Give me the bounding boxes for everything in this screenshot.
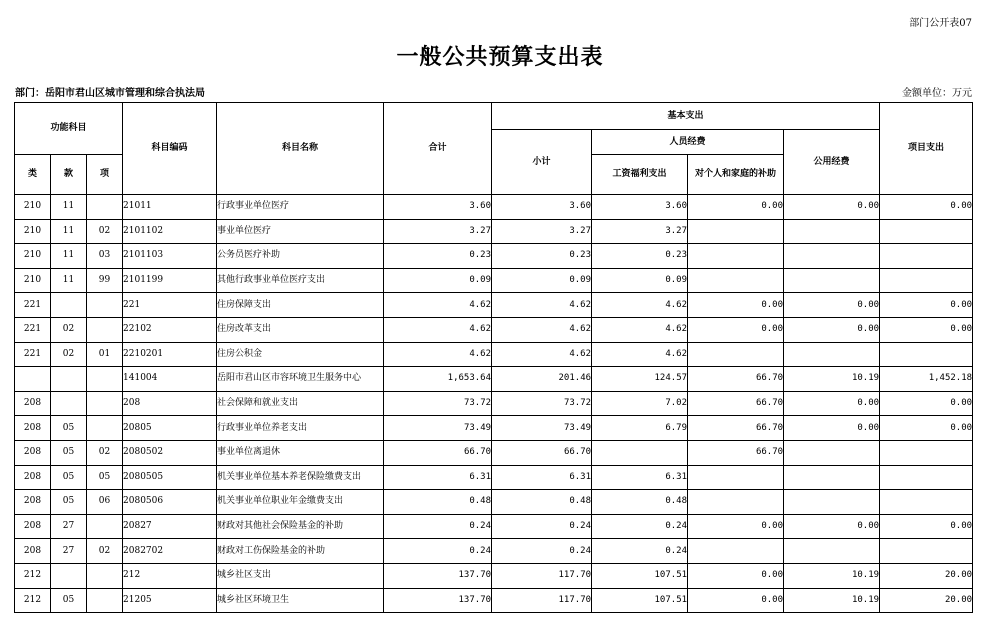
- header-subsidies: 对个人和家庭的补助: [688, 155, 784, 195]
- cell-subject-code: 2101199: [123, 268, 217, 293]
- cell-total: 0.48: [384, 490, 492, 515]
- cell-subtotal: 117.70: [492, 563, 592, 588]
- cell-section: 11: [51, 244, 87, 269]
- cell-item: 02: [87, 539, 123, 564]
- cell-item: 02: [87, 440, 123, 465]
- cell-public-expense: 10.19: [784, 563, 880, 588]
- cell-wages-welfare: 4.62: [592, 342, 688, 367]
- cell-subsidies: 66.70: [688, 440, 784, 465]
- cell-project-expenditure: [880, 219, 973, 244]
- cell-project-expenditure: [880, 268, 973, 293]
- cell-section: 11: [51, 195, 87, 220]
- table-row: [15, 465, 973, 490]
- cell-class: [15, 367, 51, 392]
- cell-class: 212: [15, 588, 51, 613]
- table-row: [15, 219, 973, 244]
- cell-subject-code: 2080502: [123, 440, 217, 465]
- cell-subject-code: 21205: [123, 588, 217, 613]
- header-section: 款: [51, 155, 87, 195]
- header-subject-name: 科目名称: [217, 103, 384, 195]
- cell-total: 6.31: [384, 465, 492, 490]
- cell-subsidies: 0.00: [688, 293, 784, 318]
- cell-item: 99: [87, 268, 123, 293]
- cell-section: 02: [51, 317, 87, 342]
- cell-total: 4.62: [384, 342, 492, 367]
- cell-total: 3.27: [384, 219, 492, 244]
- cell-subsidies: [688, 219, 784, 244]
- cell-total: 1,653.64: [384, 367, 492, 392]
- cell-total: 0.09: [384, 268, 492, 293]
- cell-subtotal: 0.23: [492, 244, 592, 269]
- cell-project-expenditure: 0.00: [880, 514, 973, 539]
- cell-subject-name: 机关事业单位职业年金缴费支出: [217, 490, 384, 515]
- cell-subsidies: 0.00: [688, 563, 784, 588]
- cell-subject-code: 20805: [123, 416, 217, 441]
- cell-section: 02: [51, 342, 87, 367]
- cell-subject-code: 221: [123, 293, 217, 318]
- cell-total: 137.70: [384, 563, 492, 588]
- header-personnel-expense: 人员经费: [592, 130, 784, 155]
- cell-public-expense: [784, 342, 880, 367]
- table-row: [15, 440, 973, 465]
- cell-subject-code: 22102: [123, 317, 217, 342]
- cell-class: 210: [15, 195, 51, 220]
- cell-subject-name: 事业单位离退休: [217, 440, 384, 465]
- cell-wages-welfare: 6.79: [592, 416, 688, 441]
- cell-subtotal: 73.72: [492, 391, 592, 416]
- cell-subject-name: 住房改革支出: [217, 317, 384, 342]
- page-title: 一般公共预算支出表: [396, 44, 604, 70]
- cell-project-expenditure: 0.00: [880, 416, 973, 441]
- cell-subject-code: 212: [123, 563, 217, 588]
- cell-class: 210: [15, 219, 51, 244]
- cell-subsidies: [688, 465, 784, 490]
- cell-public-expense: 10.19: [784, 367, 880, 392]
- cell-subsidies: 66.70: [688, 416, 784, 441]
- cell-subject-name: 岳阳市君山区市容环境卫生服务中心: [217, 367, 384, 392]
- cell-item: [87, 391, 123, 416]
- cell-total: 137.70: [384, 588, 492, 613]
- cell-wages-welfare: 3.60: [592, 195, 688, 220]
- table-row: [15, 268, 973, 293]
- cell-section: 05: [51, 588, 87, 613]
- cell-subsidies: 0.00: [688, 317, 784, 342]
- cell-subtotal: 117.70: [492, 588, 592, 613]
- cell-section: 11: [51, 219, 87, 244]
- cell-subsidies: [688, 244, 784, 269]
- cell-item: [87, 588, 123, 613]
- cell-subtotal: 0.48: [492, 490, 592, 515]
- header-project-expenditure: 项目支出: [880, 103, 973, 195]
- header-subject-code: 科目编码: [123, 103, 217, 195]
- cell-item: 02: [87, 219, 123, 244]
- department-label: 部门：岳阳市君山区城市管理和综合执法局: [15, 88, 205, 99]
- cell-subtotal: 0.24: [492, 514, 592, 539]
- table-body: [15, 195, 973, 613]
- cell-public-expense: [784, 490, 880, 515]
- cell-class: 221: [15, 293, 51, 318]
- cell-subsidies: [688, 539, 784, 564]
- cell-wages-welfare: 0.24: [592, 514, 688, 539]
- header-subtotal: 小计: [492, 130, 592, 195]
- cell-public-expense: 0.00: [784, 195, 880, 220]
- cell-public-expense: 0.00: [784, 514, 880, 539]
- cell-project-expenditure: [880, 440, 973, 465]
- cell-public-expense: [784, 219, 880, 244]
- cell-wages-welfare: 7.02: [592, 391, 688, 416]
- cell-project-expenditure: 1,452.18: [880, 367, 973, 392]
- table-row: [15, 244, 973, 269]
- cell-section: 11: [51, 268, 87, 293]
- cell-wages-welfare: 0.24: [592, 539, 688, 564]
- cell-subsidies: 0.00: [688, 195, 784, 220]
- cell-project-expenditure: 20.00: [880, 588, 973, 613]
- table-row: [15, 317, 973, 342]
- cell-subject-name: 行政事业单位医疗: [217, 195, 384, 220]
- cell-class: 208: [15, 440, 51, 465]
- cell-subject-code: 20827: [123, 514, 217, 539]
- cell-section: 27: [51, 539, 87, 564]
- cell-subject-name: 财政对其他社会保险基金的补助: [217, 514, 384, 539]
- cell-class: 208: [15, 539, 51, 564]
- cell-section: 05: [51, 416, 87, 441]
- header-total: 合计: [384, 103, 492, 195]
- cell-total: 4.62: [384, 293, 492, 318]
- cell-project-expenditure: [880, 539, 973, 564]
- table-row: [15, 195, 973, 220]
- cell-subtotal: 73.49: [492, 416, 592, 441]
- cell-total: 4.62: [384, 317, 492, 342]
- cell-section: 05: [51, 490, 87, 515]
- cell-subject-code: 2101103: [123, 244, 217, 269]
- cell-item: 06: [87, 490, 123, 515]
- cell-subsidies: [688, 342, 784, 367]
- cell-project-expenditure: [880, 244, 973, 269]
- cell-section: [51, 293, 87, 318]
- cell-class: 208: [15, 490, 51, 515]
- cell-class: 221: [15, 342, 51, 367]
- table-row: [15, 293, 973, 318]
- cell-subtotal: 4.62: [492, 317, 592, 342]
- table-row: [15, 342, 973, 367]
- header-class: 类: [15, 155, 51, 195]
- cell-project-expenditure: 0.00: [880, 195, 973, 220]
- cell-subtotal: 0.24: [492, 539, 592, 564]
- cell-public-expense: 10.19: [784, 588, 880, 613]
- cell-total: 0.24: [384, 539, 492, 564]
- cell-wages-welfare: 3.27: [592, 219, 688, 244]
- cell-class: 208: [15, 391, 51, 416]
- cell-total: 3.60: [384, 195, 492, 220]
- cell-total: 73.49: [384, 416, 492, 441]
- cell-item: [87, 563, 123, 588]
- cell-section: [51, 367, 87, 392]
- cell-subsidies: [688, 268, 784, 293]
- cell-section: 27: [51, 514, 87, 539]
- cell-wages-welfare: 0.23: [592, 244, 688, 269]
- cell-total: 66.70: [384, 440, 492, 465]
- cell-section: [51, 563, 87, 588]
- cell-class: 212: [15, 563, 51, 588]
- cell-subject-name: 社会保障和就业支出: [217, 391, 384, 416]
- cell-wages-welfare: 4.62: [592, 293, 688, 318]
- cell-project-expenditure: [880, 490, 973, 515]
- cell-item: [87, 416, 123, 441]
- cell-public-expense: 0.00: [784, 391, 880, 416]
- cell-subject-name: 住房公积金: [217, 342, 384, 367]
- cell-project-expenditure: 0.00: [880, 317, 973, 342]
- header-public-expense: 公用经费: [784, 130, 880, 195]
- cell-wages-welfare: 107.51: [592, 588, 688, 613]
- cell-wages-welfare: 0.48: [592, 490, 688, 515]
- cell-project-expenditure: 0.00: [880, 293, 973, 318]
- cell-subject-code: 2210201: [123, 342, 217, 367]
- cell-total: 0.23: [384, 244, 492, 269]
- form-code: 部门公开表07: [909, 18, 972, 29]
- header-func-subject: 功能科目: [15, 103, 123, 155]
- cell-item: [87, 514, 123, 539]
- cell-subsidies: [688, 490, 784, 515]
- cell-subject-name: 城乡社区环境卫生: [217, 588, 384, 613]
- cell-class: 208: [15, 465, 51, 490]
- header-wages-welfare: 工资福利支出: [592, 155, 688, 195]
- table-row: [15, 416, 973, 441]
- cell-subject-code: 2101102: [123, 219, 217, 244]
- cell-project-expenditure: 20.00: [880, 563, 973, 588]
- cell-subject-name: 财政对工伤保险基金的补助: [217, 539, 384, 564]
- cell-public-expense: 0.00: [784, 293, 880, 318]
- cell-subject-code: 141004: [123, 367, 217, 392]
- cell-subject-name: 其他行政事业单位医疗支出: [217, 268, 384, 293]
- cell-public-expense: [784, 268, 880, 293]
- table-row: [15, 514, 973, 539]
- cell-class: 210: [15, 244, 51, 269]
- cell-item: [87, 367, 123, 392]
- cell-item: 05: [87, 465, 123, 490]
- cell-project-expenditure: 0.00: [880, 391, 973, 416]
- cell-subtotal: 4.62: [492, 342, 592, 367]
- cell-class: 208: [15, 416, 51, 441]
- cell-class: 208: [15, 514, 51, 539]
- cell-subject-code: 2080506: [123, 490, 217, 515]
- cell-public-expense: [784, 244, 880, 269]
- cell-subject-code: 21011: [123, 195, 217, 220]
- amount-unit-label: 金额单位：万元: [902, 88, 972, 99]
- cell-wages-welfare: 6.31: [592, 465, 688, 490]
- cell-section: [51, 391, 87, 416]
- table-row: [15, 563, 973, 588]
- cell-project-expenditure: [880, 342, 973, 367]
- cell-subsidies: 0.00: [688, 588, 784, 613]
- table-row: [15, 391, 973, 416]
- cell-subject-name: 住房保障支出: [217, 293, 384, 318]
- cell-total: 73.72: [384, 391, 492, 416]
- table-row: [15, 539, 973, 564]
- cell-subtotal: 0.09: [492, 268, 592, 293]
- cell-subsidies: 66.70: [688, 391, 784, 416]
- header-basic-expenditure: 基本支出: [492, 103, 880, 130]
- cell-subtotal: 3.60: [492, 195, 592, 220]
- cell-subtotal: 6.31: [492, 465, 592, 490]
- cell-item: [87, 195, 123, 220]
- table-row: [15, 490, 973, 515]
- cell-wages-welfare: [592, 440, 688, 465]
- cell-subject-name: 公务员医疗补助: [217, 244, 384, 269]
- cell-public-expense: [784, 465, 880, 490]
- cell-subject-code: 2080505: [123, 465, 217, 490]
- cell-total: 0.24: [384, 514, 492, 539]
- cell-subject-name: 行政事业单位养老支出: [217, 416, 384, 441]
- table-row: [15, 367, 973, 392]
- cell-subtotal: 4.62: [492, 293, 592, 318]
- cell-wages-welfare: 0.09: [592, 268, 688, 293]
- cell-subject-name: 事业单位医疗: [217, 219, 384, 244]
- cell-item: 03: [87, 244, 123, 269]
- cell-subject-code: 208: [123, 391, 217, 416]
- cell-item: 01: [87, 342, 123, 367]
- cell-public-expense: 0.00: [784, 317, 880, 342]
- cell-project-expenditure: [880, 465, 973, 490]
- cell-subsidies: 66.70: [688, 367, 784, 392]
- cell-subject-name: 机关事业单位基本养老保险缴费支出: [217, 465, 384, 490]
- cell-subtotal: 66.70: [492, 440, 592, 465]
- table-row: [15, 588, 973, 613]
- cell-subject-code: 2082702: [123, 539, 217, 564]
- cell-section: 05: [51, 465, 87, 490]
- cell-subsidies: 0.00: [688, 514, 784, 539]
- cell-class: 210: [15, 268, 51, 293]
- cell-public-expense: 0.00: [784, 416, 880, 441]
- cell-subtotal: 3.27: [492, 219, 592, 244]
- cell-item: [87, 317, 123, 342]
- cell-wages-welfare: 107.51: [592, 563, 688, 588]
- budget-expenditure-table: [14, 102, 973, 613]
- cell-wages-welfare: 4.62: [592, 317, 688, 342]
- cell-section: 05: [51, 440, 87, 465]
- cell-class: 221: [15, 317, 51, 342]
- cell-wages-welfare: 124.57: [592, 367, 688, 392]
- cell-subtotal: 201.46: [492, 367, 592, 392]
- cell-public-expense: [784, 440, 880, 465]
- cell-public-expense: [784, 539, 880, 564]
- cell-subject-name: 城乡社区支出: [217, 563, 384, 588]
- header-item: 项: [87, 155, 123, 195]
- cell-item: [87, 293, 123, 318]
